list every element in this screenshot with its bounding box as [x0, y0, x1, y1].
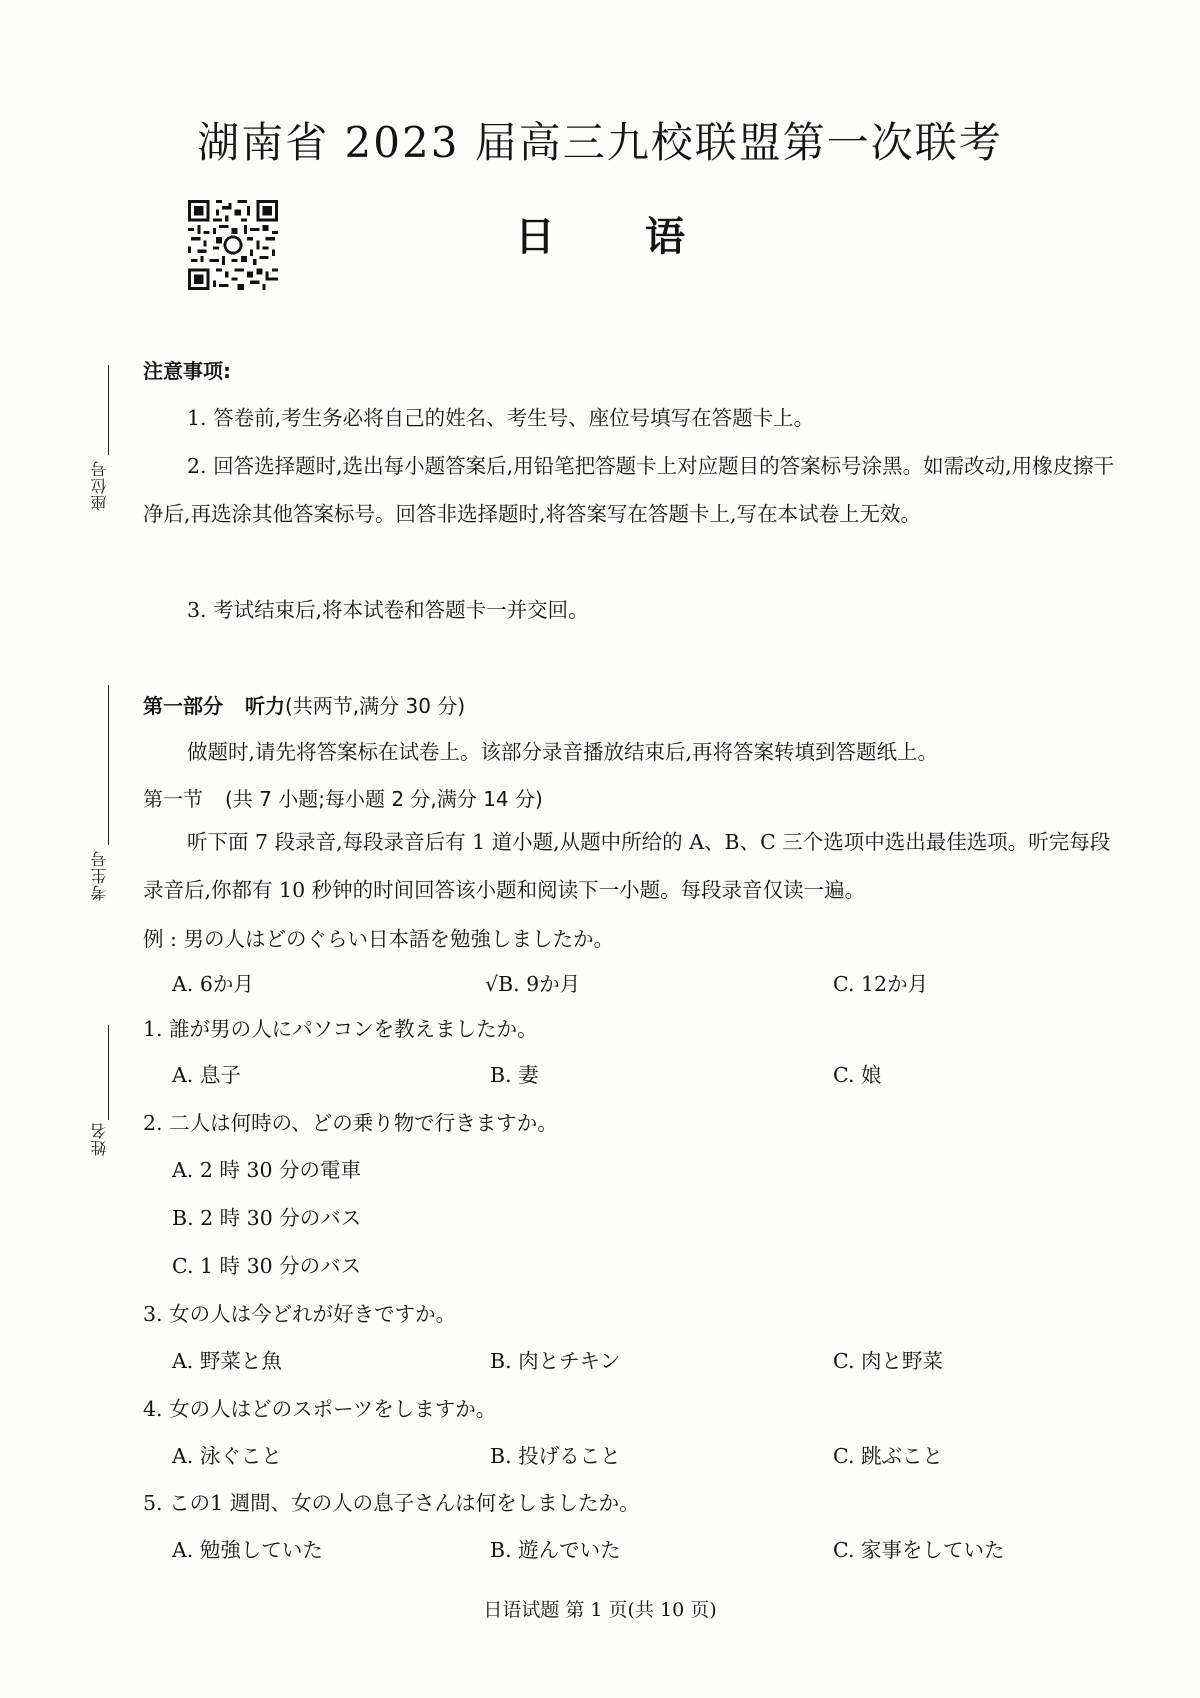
question-3: 3. 女の人は今どれが好きですか。	[143, 1302, 457, 1326]
q5-option-a[interactable]: A. 勉強していた	[172, 1538, 323, 1562]
question-2: 2. 二人は何時の、どの乗り物で行きますか。	[143, 1111, 558, 1135]
part1-instruction: 做题时,请先将答案标在试卷上。该部分录音播放结束后,再将答案转填到答题纸上。	[187, 740, 939, 764]
q3-option-c[interactable]: C. 肉と野菜	[833, 1349, 943, 1373]
subject-heading	[0, 205, 1200, 262]
seat-number-label: 座位号	[90, 460, 109, 511]
example-option-b: √B. 9か月	[485, 972, 581, 996]
subject-char-2: 语	[645, 214, 685, 260]
q1-option-a[interactable]: A. 息子	[172, 1063, 241, 1087]
part1-name: 听力	[245, 694, 285, 718]
notes-heading: 注意事项:	[143, 359, 231, 383]
section1-points: (共 7 小题;每小题 2 分,满分 14 分)	[225, 787, 543, 811]
exam-number-label: 考生号	[90, 850, 109, 901]
section1-heading	[143, 783, 543, 812]
example-option-c: C. 12か月	[833, 972, 929, 996]
note-item-3: 3. 考试结束后,将本试卷和答题卡一并交回。	[187, 598, 589, 622]
q1-option-b[interactable]: B. 妻	[490, 1063, 539, 1087]
section1-instruction: 听下面 7 段录音,每段录音后有 1 道小题,从题中所给的 A、B、C 三个选项中选出最佳选项。听完每段录音后,你都有 10 秒钟的时间回答该小题和阅读下一小题。每段录音仅读一遍。	[143, 830, 1111, 902]
q3-option-b[interactable]: B. 肉とチキン	[490, 1349, 621, 1373]
exam-title: 湖南省 2023 届高三九校联盟第一次联考	[197, 118, 1003, 167]
question-4: 4. 女の人はどのスポーツをしますか。	[143, 1397, 497, 1421]
q4-option-c[interactable]: C. 跳ぶこと	[833, 1444, 943, 1468]
q5-option-b[interactable]: B. 遊んでいた	[490, 1538, 621, 1562]
exam-number-line[interactable]	[108, 685, 109, 845]
q4-option-a[interactable]: A. 泳ぐこと	[172, 1444, 282, 1468]
part1-label: 第一部分	[143, 694, 223, 718]
q1-option-c[interactable]: C. 娘	[833, 1063, 882, 1087]
part1-heading	[143, 690, 465, 719]
note-item-1: 1. 答卷前,考生务必将自己的姓名、考生号、座位号填写在答题卡上。	[187, 406, 815, 430]
part1-points: (共两节,满分 30 分)	[285, 694, 466, 718]
section1-label: 第一节	[143, 787, 203, 811]
q5-option-c[interactable]: C. 家事をしていた	[833, 1538, 1005, 1562]
seat-number-line[interactable]	[108, 365, 109, 455]
q2-option-a[interactable]: A. 2 時 30 分の電車	[172, 1158, 362, 1182]
question-1: 1. 誰が男の人にパソコンを教えましたか。	[143, 1017, 538, 1041]
subject-char-1: 日	[515, 214, 555, 260]
example-option-a: A. 6か月	[172, 972, 254, 996]
q2-option-b[interactable]: B. 2 時 30 分のバス	[172, 1206, 362, 1230]
page-footer: 日语试题 第 1 页(共 10 页)	[483, 1599, 717, 1621]
question-5: 5. この1 週間、女の人の息子さんは何をしましたか。	[143, 1491, 640, 1515]
q4-option-b[interactable]: B. 投げること	[490, 1444, 621, 1468]
name-line[interactable]	[108, 1025, 109, 1120]
note-item-2: 2. 回答选择题时,选出每小题答案后,用铅笔把答题卡上对应题目的答案标号涂黑。如需改动,用橡皮擦干净后,再选涂其他答案标号。回答非选择题时,将答案写在答题卡上,写在本试卷上无效。	[143, 454, 1115, 526]
q2-option-c[interactable]: C. 1 時 30 分のバス	[172, 1254, 362, 1278]
q3-option-a[interactable]: A. 野菜と魚	[172, 1349, 282, 1373]
name-label: 姓名	[90, 1122, 109, 1156]
example-question: 例 : 男の人はどのぐらい日本語を勉強しましたか。	[143, 927, 614, 951]
